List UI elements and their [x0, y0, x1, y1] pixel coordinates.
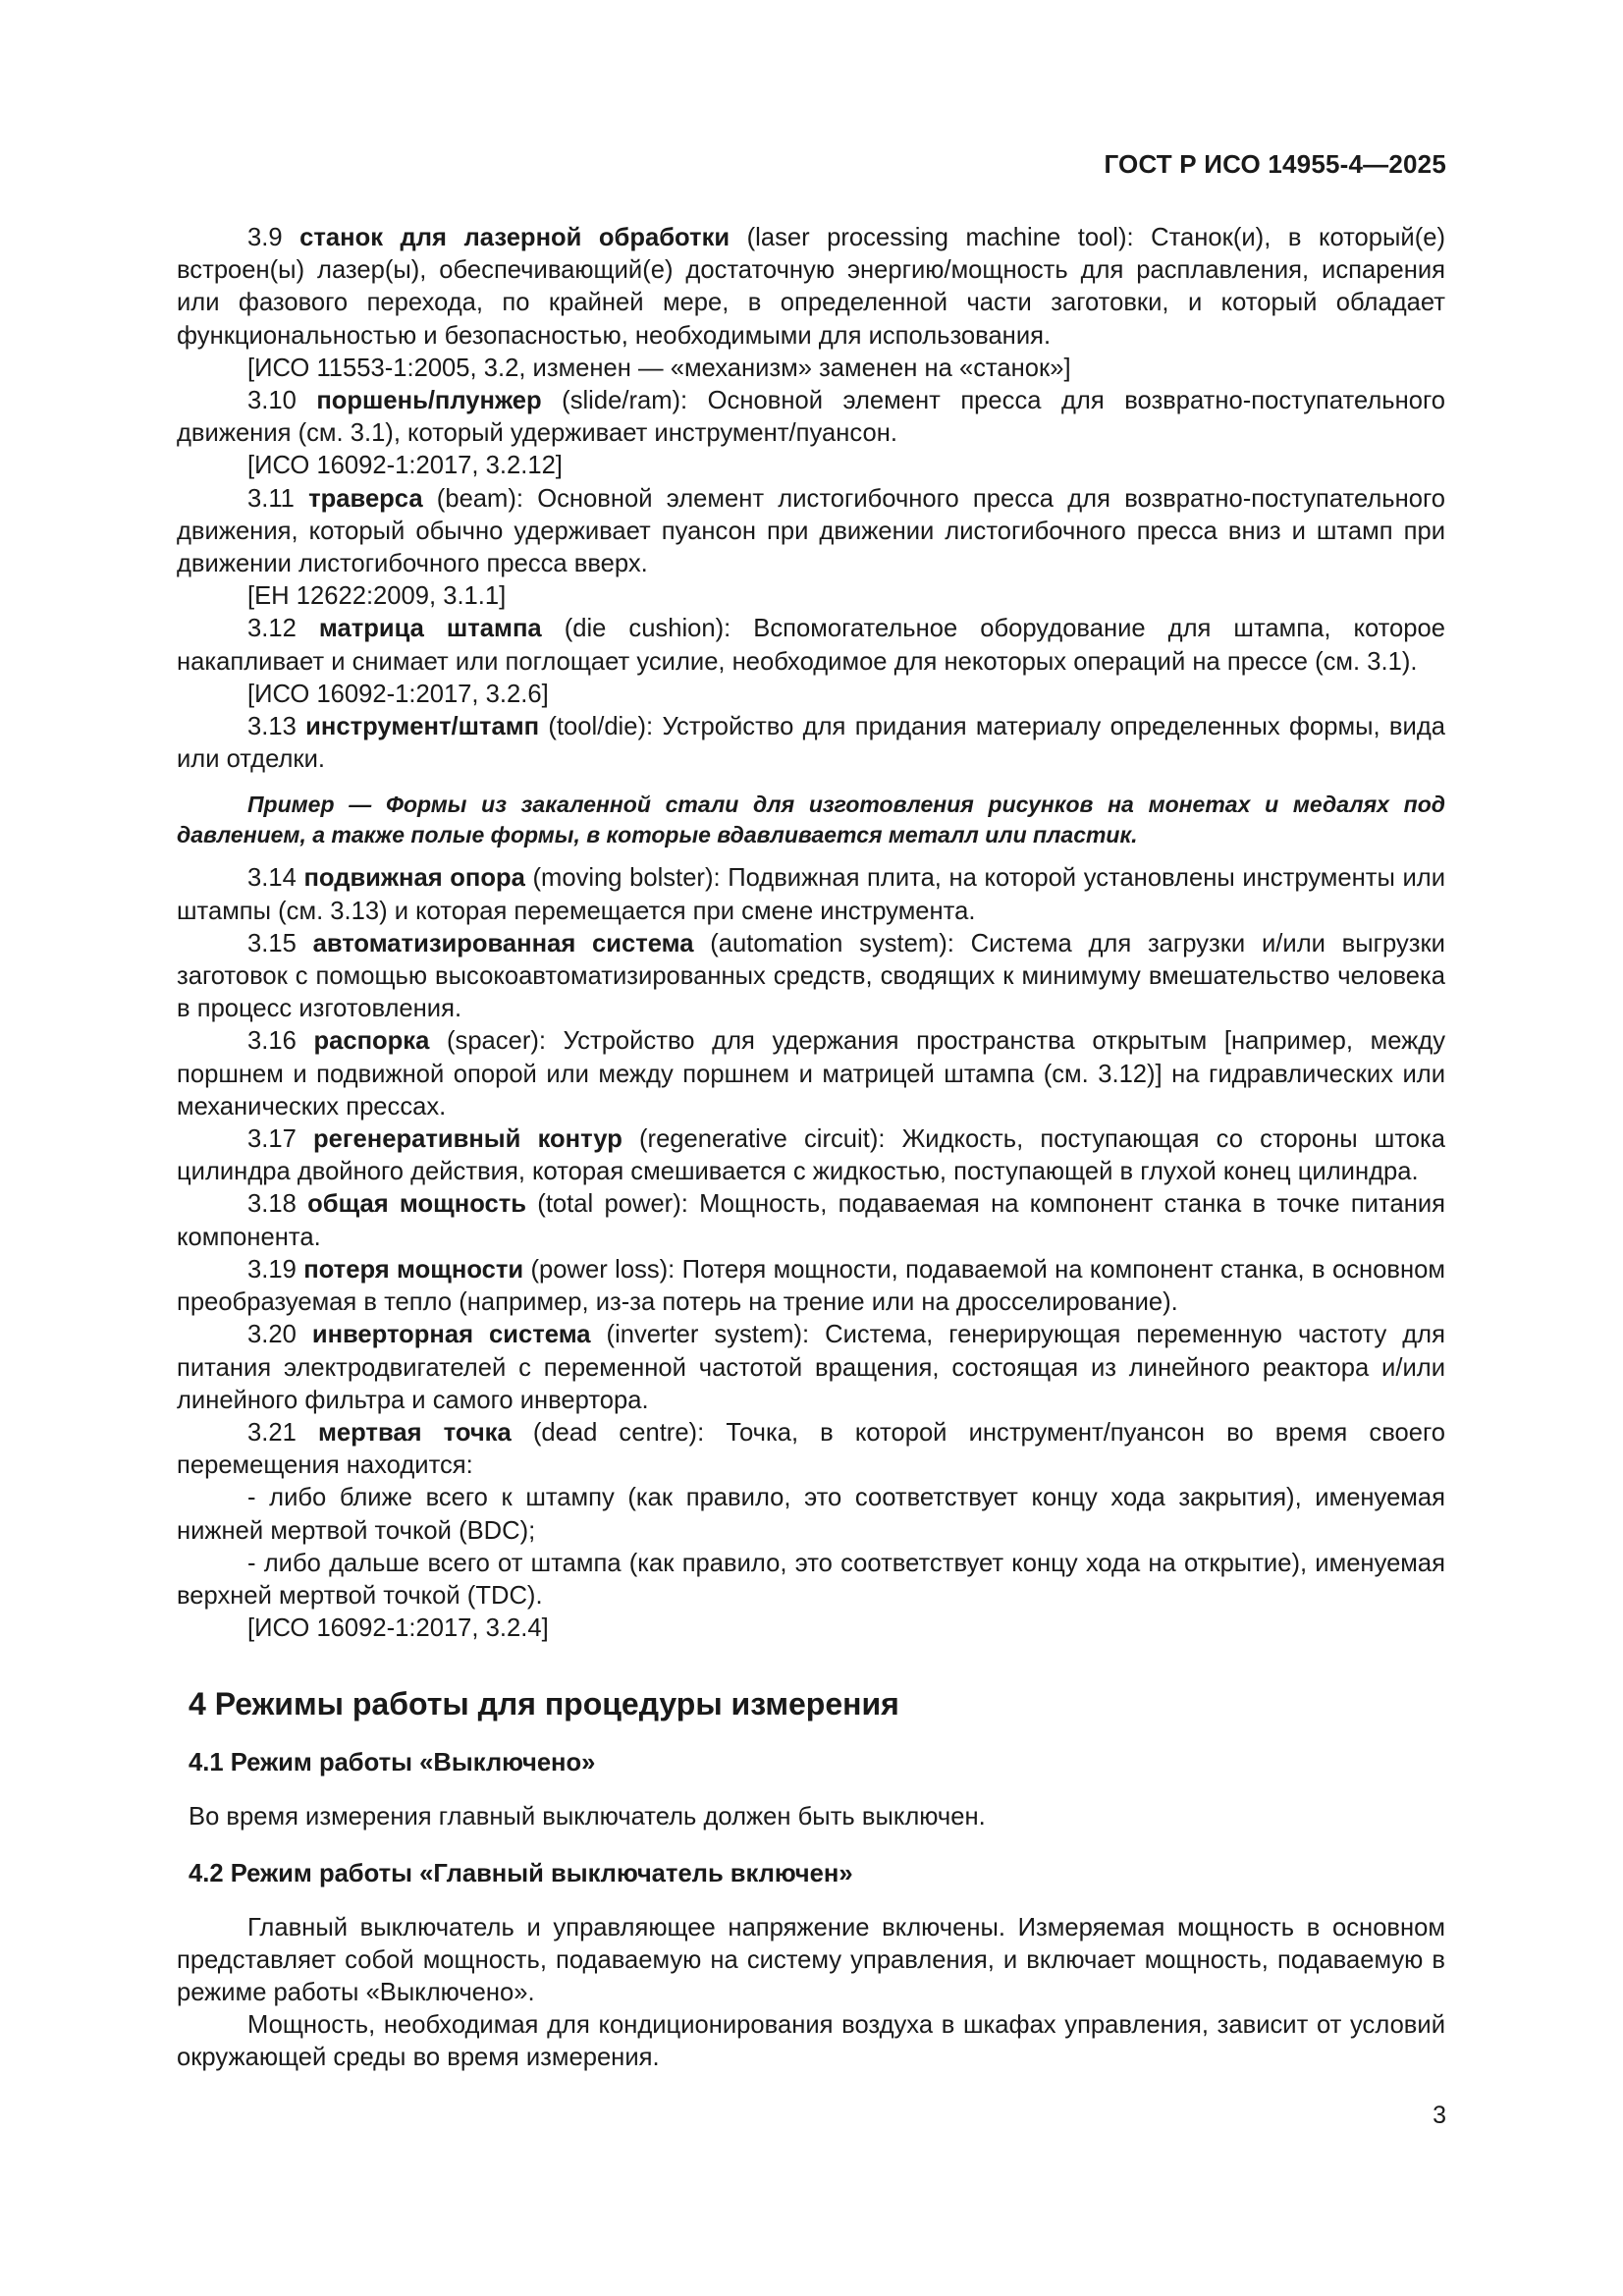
term-3-16: 3.16 распорка (spacer): Устройство для удержания пространства открытым [например, между поршнем и подвижной опорой или между поршнем и матрицей штампа (см. 3.12)] на гидравлических или механических прессах. [177, 1027, 1445, 1121]
section-4-1-heading: 4.1 Режим работы «Выключено» [189, 1749, 596, 1777]
source-ref: [ИСО 11553-1:2005, 3.2, изменен — «механизм» заменен на «станок»] [247, 354, 1071, 382]
section-4-2-heading: 4.2 Режим работы «Главный выключатель включен» [189, 1859, 853, 1887]
list-item: - либо дальше всего от штампа (как правило, это соответствует концу хода на открытие), именуемая верхней мертвой точкой (TDC). [177, 1549, 1445, 1610]
term-3-19: 3.19 потеря мощности (power loss): Потеря мощности, подаваемой на компонент станка, в основном преобразуемая в тепло (например, из-за потерь на трение или на дросселирование). [177, 1255, 1445, 1317]
document-code: ГОСТ Р ИСО 14955-4—2025 [1104, 149, 1446, 179]
term-3-21: 3.21 мертвая точка (dead centre): Точка, в которой инструмент/пуансон во время своего перемещения находится: [177, 1418, 1445, 1480]
term-3-18: 3.18 общая мощность (total power): Мощность, подаваемая на компонент станка в точке питания компонента. [177, 1190, 1445, 1251]
page-number: 3 [1433, 2102, 1446, 2129]
term-3-17: 3.17 регенеративный контур (regenerative circuit): Жидкость, поступающая со стороны штока цилиндра двойного действия, которая смешивается с жидкостью, поступающей в глухой конец цилиндра. [177, 1125, 1445, 1186]
term-3-14: 3.14 подвижная опора (moving bolster): Подвижная плита, на которой установлены инструменты или штампы (см. 3.13) и которая перемещается при смене инструмента. [177, 864, 1445, 925]
source-ref: [ИСО 16092-1:2017, 3.2.4] [247, 1614, 549, 1643]
section-4-2-paragraph: Мощность, необходимая для кондиционирования воздуха в шкафах управления, зависит от условий окружающей среды во время измерения. [177, 2011, 1445, 2072]
term-3-20: 3.20 инверторная система (inverter system): Система, генерирующая переменную частоту для питания электродвигателей с переменной частотой вращения, состоящая из линейного реактора и/или линейного фильтра и самого инвертора. [177, 1321, 1445, 1414]
term-3-11: 3.11 траверса (beam): Основной элемент листогибочного пресса для возвратно-поступательного движения, который обычно удерживает пуансон при движении листогибочного пресса вниз и штамп при движении листогибочного пресса вверх. [177, 484, 1445, 578]
source-ref: [ЕН 12622:2009, 3.1.1] [247, 582, 507, 611]
term-3-10: 3.10 поршень/плунжер (slide/ram): Основной элемент пресса для возвратно-поступательного движения (см. 3.1), который удерживает инструмент/пуансон. [177, 387, 1445, 448]
page-body [177, 222, 1445, 2075]
term-3-9: 3.9 станок для лазерной обработки (laser processing machine tool): Станок(и), в который(е) встроен(ы) лазер(ы), обеспечивающий(е) достаточную энергию/мощность для расплавления, испарения или фазового перехода, по крайней мере, в определенной части заготовки, и который обладает функциональностью и безопасностью, необходимыми для использования. [177, 224, 1445, 350]
term-3-15: 3.15 автоматизированная система (automation system): Система для загрузки и/или выгрузки заготовок с помощью высокоавтоматизированных средств, сводящих к минимуму вмешательство человека в процесс изготовления. [177, 929, 1445, 1023]
section-4-heading: 4 Режимы работы для процедуры измерения [189, 1686, 899, 1722]
term-3-13: 3.13 инструмент/штамп (tool/die): Устройство для придания материалу определенных формы, вида или отделки. [177, 713, 1445, 774]
section-4-1-text: Во время измерения главный выключатель должен быть выключен. [189, 1803, 986, 1831]
source-ref: [ИСО 16092-1:2017, 3.2.6] [247, 680, 549, 708]
section-4-2-paragraph: Главный выключатель и управляющее напряжение включены. Измеряемая мощность в основном представляет собой мощность, подаваемую на систему управления, и включает мощность, подаваемую в режиме работы «Выключено». [177, 1913, 1445, 2006]
source-ref: [ИСО 16092-1:2017, 3.2.12] [247, 452, 563, 480]
term-3-12: 3.12 матрица штампа (die cushion): Вспомогательное оборудование для штампа, которое накапливает и снимает или поглощает усилие, необходимое для некоторых операций на прессе (см. 3.1). [177, 615, 1445, 676]
list-item: - либо ближе всего к штампу (как правило, это соответствует концу хода закрытия), именуемая нижней мертвой точкой (BDC); [177, 1484, 1445, 1545]
example-note: Пример — Формы из закаленной стали для изготовления рисунков на монетах и медалях под давлением, а также полые формы, в которые вдавливается металл или пластик. [177, 792, 1445, 848]
